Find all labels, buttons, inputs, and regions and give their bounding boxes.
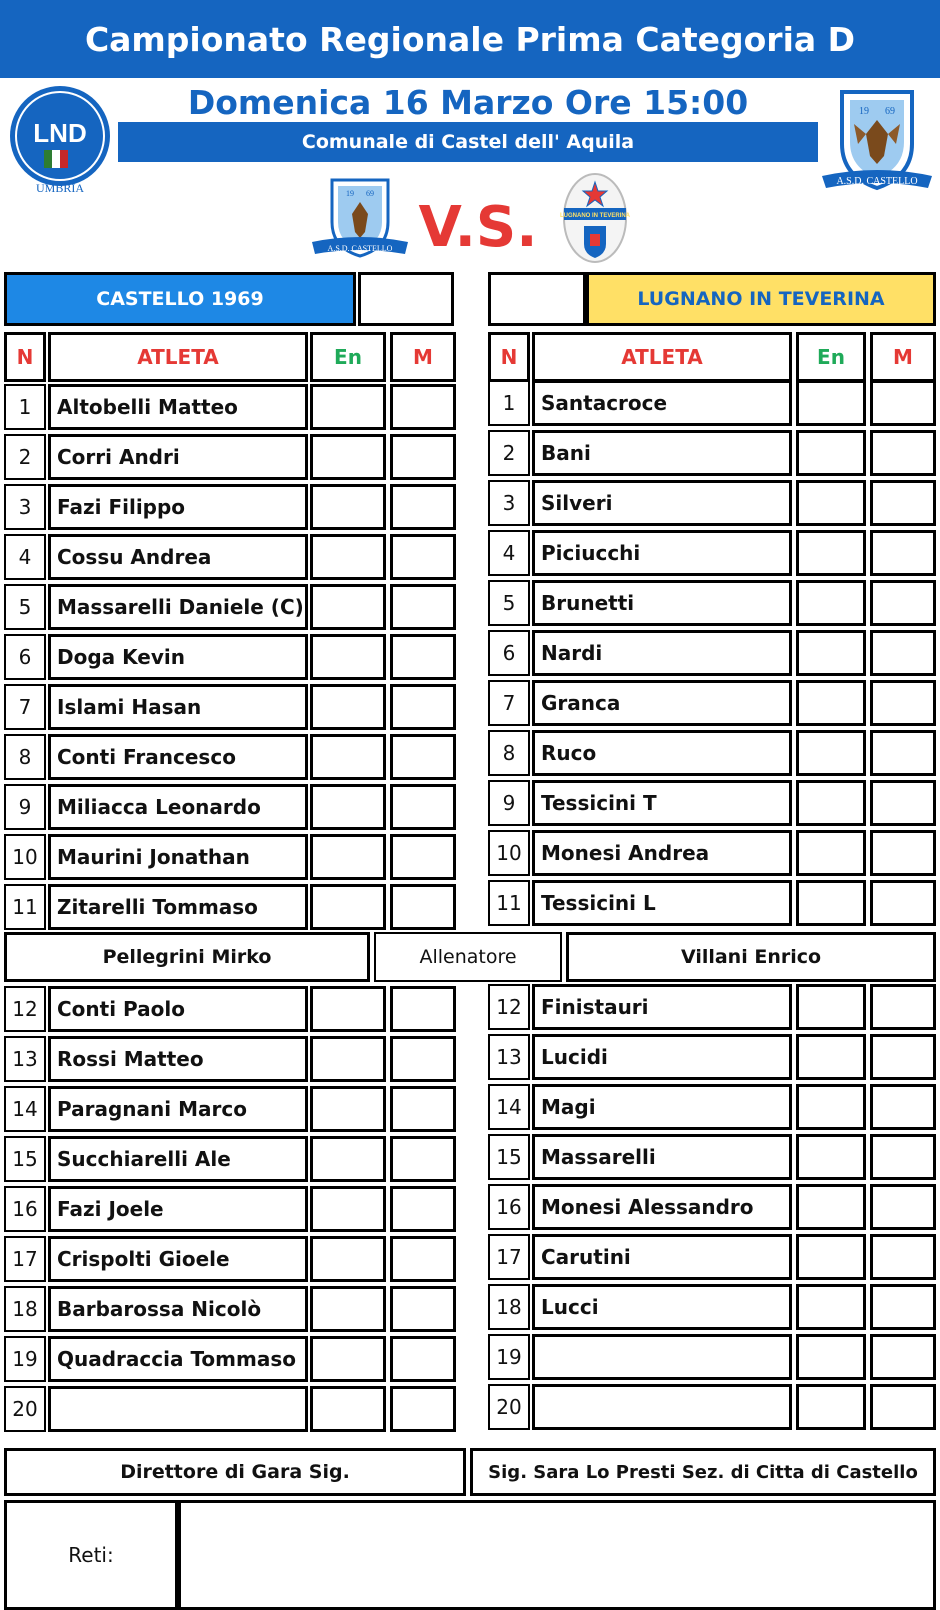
player-name: Conti Francesco	[48, 734, 308, 780]
crest-small-banner-text: A.S.D. CASTELLO	[327, 244, 393, 253]
player-number: 4	[4, 534, 46, 580]
lugnano-crest-text: LUGNANO IN TEVERINA	[560, 213, 630, 219]
entry-checkbox[interactable]	[796, 580, 866, 626]
lnd-region-text: UMBRIA	[35, 181, 85, 195]
player-number: 20	[4, 1386, 46, 1432]
minutes-cell[interactable]	[390, 634, 456, 680]
minutes-cell[interactable]	[870, 1034, 936, 1080]
venue-bar: Comunale di Castel dell' Aquila	[118, 122, 818, 162]
entry-checkbox[interactable]	[796, 1134, 866, 1180]
minutes-cell[interactable]	[870, 1234, 936, 1280]
castello-crest-large	[818, 84, 936, 196]
player-number: 18	[488, 1284, 530, 1330]
page-title: Campionato Regionale Prima Categoria D	[0, 0, 940, 78]
entry-checkbox[interactable]	[310, 986, 386, 1032]
player-number: 7	[4, 684, 46, 730]
entry-checkbox[interactable]	[796, 1234, 866, 1280]
entry-checkbox[interactable]	[796, 1384, 866, 1430]
player-name: Monesi Andrea	[532, 830, 792, 876]
minutes-cell[interactable]	[870, 880, 936, 926]
entry-checkbox[interactable]	[796, 1284, 866, 1330]
entry-checkbox[interactable]	[310, 884, 386, 930]
entry-checkbox[interactable]	[310, 784, 386, 830]
player-name	[532, 1334, 792, 1380]
minutes-cell[interactable]	[870, 830, 936, 876]
entry-checkbox[interactable]	[796, 880, 866, 926]
minutes-cell[interactable]	[870, 580, 936, 626]
player-name: Carutini	[532, 1234, 792, 1280]
minutes-cell[interactable]	[870, 680, 936, 726]
minutes-cell[interactable]	[870, 1384, 936, 1430]
player-number: 13	[488, 1034, 530, 1080]
player-name: Zitarelli Tommaso	[48, 884, 308, 930]
player-number: 3	[488, 480, 530, 526]
player-name: Piciucchi	[532, 530, 792, 576]
player-number: 12	[4, 986, 46, 1032]
player-number: 18	[4, 1286, 46, 1332]
minutes-cell[interactable]	[390, 1086, 456, 1132]
player-number: 19	[488, 1334, 530, 1380]
player-number: 11	[488, 880, 530, 926]
player-name: Massarelli	[532, 1134, 792, 1180]
player-number: 19	[4, 1336, 46, 1382]
entry-checkbox[interactable]	[796, 1334, 866, 1380]
minutes-cell[interactable]	[870, 430, 936, 476]
entry-checkbox[interactable]	[796, 1084, 866, 1130]
player-name: Nardi	[532, 630, 792, 676]
goals-label-cell	[4, 1500, 178, 1610]
player-number: 1	[4, 384, 46, 430]
player-name: Maurini Jonathan	[48, 834, 308, 880]
entry-checkbox[interactable]	[796, 780, 866, 826]
player-name	[48, 1386, 308, 1432]
minutes-cell[interactable]	[390, 434, 456, 480]
player-name: Fazi Joele	[48, 1186, 308, 1232]
crest-banner-text: A.S.D. CASTELLO	[836, 176, 918, 187]
minutes-cell[interactable]	[390, 1186, 456, 1232]
player-name: Islami Hasan	[48, 684, 308, 730]
minutes-cell[interactable]	[390, 784, 456, 830]
entry-checkbox[interactable]	[310, 484, 386, 530]
player-name: Conti Paolo	[48, 986, 308, 1032]
player-name: Miliacca Leonardo	[48, 784, 308, 830]
entry-checkbox[interactable]	[310, 384, 386, 430]
home-coach: Pellegrini Mirko	[4, 932, 370, 982]
minutes-cell[interactable]	[390, 1386, 456, 1432]
player-number: 16	[4, 1186, 46, 1232]
player-name: Brunetti	[532, 580, 792, 626]
minutes-cell[interactable]	[390, 1036, 456, 1082]
player-number: 9	[4, 784, 46, 830]
away-col-n: N	[488, 332, 530, 382]
player-number: 20	[488, 1384, 530, 1430]
minutes-cell[interactable]	[390, 884, 456, 930]
player-name: Cossu Andrea	[48, 534, 308, 580]
player-number: 2	[4, 434, 46, 480]
player-number: 8	[488, 730, 530, 776]
player-name	[532, 1384, 792, 1430]
entry-checkbox[interactable]	[310, 1136, 386, 1182]
player-name: Lucci	[532, 1284, 792, 1330]
player-name: Monesi Alessandro	[532, 1184, 792, 1230]
entry-checkbox[interactable]	[310, 534, 386, 580]
away-col-en: En	[796, 332, 866, 382]
player-number: 8	[4, 734, 46, 780]
home-col-en: En	[310, 332, 386, 382]
player-number: 10	[488, 830, 530, 876]
minutes-cell[interactable]	[390, 484, 456, 530]
player-name: Magi	[532, 1084, 792, 1130]
entry-checkbox[interactable]	[796, 630, 866, 676]
referee-label: Direttore di Gara Sig.	[4, 1448, 466, 1496]
goals-field[interactable]	[178, 1500, 936, 1610]
player-number: 16	[488, 1184, 530, 1230]
player-number: 15	[4, 1136, 46, 1182]
player-name: Granca	[532, 680, 792, 726]
entry-checkbox[interactable]	[310, 1236, 386, 1282]
coach-label: Allenatore	[374, 932, 562, 982]
player-name: Finistauri	[532, 984, 792, 1030]
lnd-logo-text: LND	[33, 118, 87, 148]
minutes-cell[interactable]	[390, 1136, 456, 1182]
minutes-cell[interactable]	[390, 534, 456, 580]
player-number: 9	[488, 780, 530, 826]
player-name: Massarelli Daniele (C)	[48, 584, 308, 630]
player-number: 5	[4, 584, 46, 630]
player-name: Barbarossa Nicolò	[48, 1286, 308, 1332]
home-team-name: CASTELLO 1969	[4, 272, 356, 326]
player-number: 6	[488, 630, 530, 676]
minutes-cell[interactable]	[870, 480, 936, 526]
player-number: 14	[488, 1084, 530, 1130]
home-col-n: N	[4, 332, 46, 382]
away-score-box	[488, 272, 586, 326]
entry-checkbox[interactable]	[310, 834, 386, 880]
minutes-cell[interactable]	[390, 1336, 456, 1382]
minutes-cell[interactable]	[390, 1286, 456, 1332]
player-name: Corri Andri	[48, 434, 308, 480]
minutes-cell[interactable]	[870, 1134, 936, 1180]
minutes-cell[interactable]	[870, 1184, 936, 1230]
player-name: Rossi Matteo	[48, 1036, 308, 1082]
entry-checkbox[interactable]	[796, 380, 866, 426]
entry-checkbox[interactable]	[796, 730, 866, 776]
player-name: Silveri	[532, 480, 792, 526]
minutes-cell[interactable]	[870, 1084, 936, 1130]
minutes-cell[interactable]	[870, 984, 936, 1030]
player-number: 11	[4, 884, 46, 930]
player-number: 14	[4, 1086, 46, 1132]
minutes-cell[interactable]	[870, 1284, 936, 1330]
crest-small-year-right: 69	[366, 189, 374, 198]
entry-checkbox[interactable]	[310, 684, 386, 730]
minutes-cell[interactable]	[390, 834, 456, 880]
crest-year-right: 69	[885, 106, 895, 117]
minutes-cell[interactable]	[870, 530, 936, 576]
player-name: Ruco	[532, 730, 792, 776]
player-number: 15	[488, 1134, 530, 1180]
entry-checkbox[interactable]	[310, 1086, 386, 1132]
away-coach: Villani Enrico	[566, 932, 936, 982]
player-name: Altobelli Matteo	[48, 384, 308, 430]
player-name: Crispolti Gioele	[48, 1236, 308, 1282]
player-name: Bani	[532, 430, 792, 476]
entry-checkbox[interactable]	[310, 1286, 386, 1332]
minutes-cell[interactable]	[390, 584, 456, 630]
minutes-cell[interactable]	[870, 1334, 936, 1380]
entry-checkbox[interactable]	[796, 1034, 866, 1080]
player-name: Fazi Filippo	[48, 484, 308, 530]
lugnano-crest	[560, 170, 630, 266]
goals-label: Reti:	[68, 1543, 114, 1567]
entry-checkbox[interactable]	[796, 830, 866, 876]
minutes-cell[interactable]	[870, 380, 936, 426]
player-number: 17	[488, 1234, 530, 1280]
player-name: Santacroce	[532, 380, 792, 426]
referee-name: Sig. Sara Lo Presti Sez. di Citta di Castello	[470, 1448, 936, 1496]
player-number: 1	[488, 380, 530, 426]
entry-checkbox[interactable]	[310, 734, 386, 780]
player-number: 5	[488, 580, 530, 626]
crest-year-left: 19	[859, 106, 869, 117]
home-col-atleta: ATLETA	[48, 332, 308, 382]
entry-checkbox[interactable]	[796, 530, 866, 576]
player-name: Lucidi	[532, 1034, 792, 1080]
player-number: 13	[4, 1036, 46, 1082]
minutes-cell[interactable]	[390, 1236, 456, 1282]
player-name: Doga Kevin	[48, 634, 308, 680]
home-col-m: M	[390, 332, 456, 382]
match-date-time: Domenica 16 Marzo Ore 15:00	[187, 82, 749, 122]
entry-checkbox[interactable]	[310, 434, 386, 480]
player-number: 10	[4, 834, 46, 880]
entry-checkbox[interactable]	[310, 634, 386, 680]
lnd-logo	[2, 80, 118, 196]
player-name: Quadraccia Tommaso	[48, 1336, 308, 1382]
home-score-box	[358, 272, 454, 326]
entry-checkbox[interactable]	[796, 1184, 866, 1230]
player-number: 7	[488, 680, 530, 726]
player-number: 4	[488, 530, 530, 576]
entry-checkbox[interactable]	[310, 1386, 386, 1432]
minutes-cell[interactable]	[390, 384, 456, 430]
entry-checkbox[interactable]	[310, 1036, 386, 1082]
entry-checkbox[interactable]	[310, 1186, 386, 1232]
away-col-atleta: ATLETA	[532, 332, 792, 382]
minutes-cell[interactable]	[390, 734, 456, 780]
minutes-cell[interactable]	[390, 684, 456, 730]
player-number: 12	[488, 984, 530, 1030]
entry-checkbox[interactable]	[796, 430, 866, 476]
minutes-cell[interactable]	[870, 780, 936, 826]
versus-label: V.S.	[418, 194, 538, 260]
minutes-cell[interactable]	[870, 730, 936, 776]
crest-small-year-left: 19	[346, 189, 354, 198]
castello-crest-small	[310, 176, 410, 262]
away-col-m: M	[870, 332, 936, 382]
entry-checkbox[interactable]	[796, 480, 866, 526]
entry-checkbox[interactable]	[796, 680, 866, 726]
player-number: 2	[488, 430, 530, 476]
minutes-cell[interactable]	[870, 630, 936, 676]
player-name: Tessicini L	[532, 880, 792, 926]
player-number: 6	[4, 634, 46, 680]
minutes-cell[interactable]	[390, 986, 456, 1032]
player-number: 3	[4, 484, 46, 530]
entry-checkbox[interactable]	[310, 584, 386, 630]
player-name: Tessicini T	[532, 780, 792, 826]
player-name: Succhiarelli Ale	[48, 1136, 308, 1182]
entry-checkbox[interactable]	[796, 984, 866, 1030]
player-name: Paragnani Marco	[48, 1086, 308, 1132]
away-team-name: LUGNANO IN TEVERINA	[586, 272, 936, 326]
player-number: 17	[4, 1236, 46, 1282]
entry-checkbox[interactable]	[310, 1336, 386, 1382]
